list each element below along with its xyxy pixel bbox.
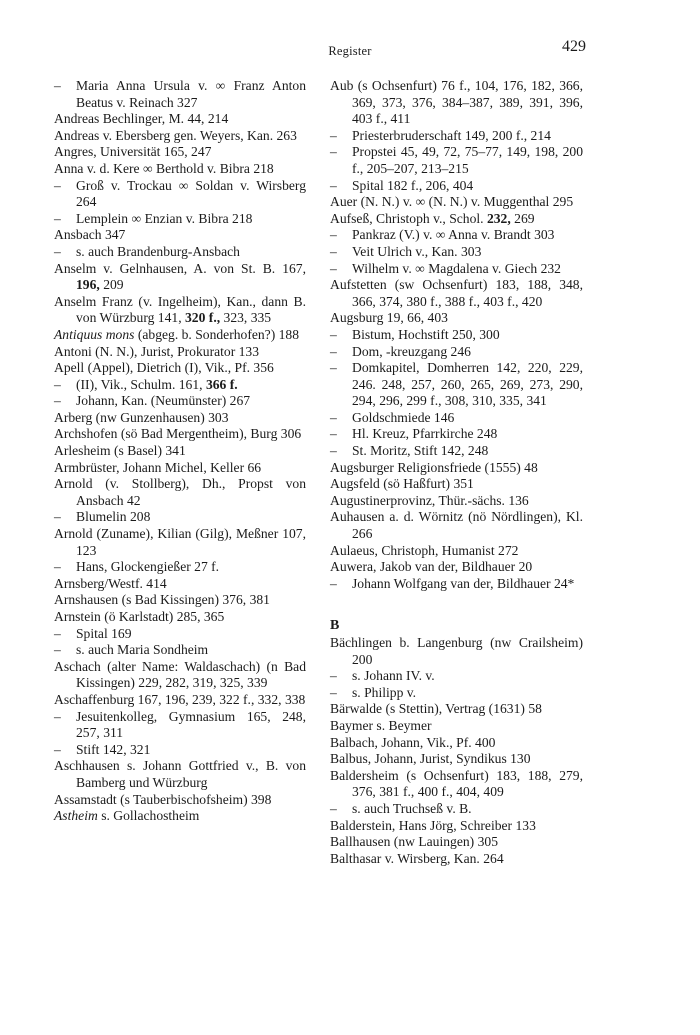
index-entry: Balthasar v. Wirsberg, Kan. 264 [330, 850, 504, 866]
subentry-dash: – [54, 509, 61, 525]
subentry-dash: – [330, 360, 337, 376]
subentry-dash: – [330, 426, 337, 442]
subentry-dash: – [54, 78, 61, 93]
index-subentry: – Spital 169 [54, 625, 132, 641]
index-subentry: – Stift 142, 321 [54, 741, 151, 757]
index-entry: Arnold (Zuname), Kilian (Gilg), Meßner 107, 123 [54, 526, 306, 558]
index-entry: Archshofen (sö Bad Mergentheim), Burg 306 [54, 426, 302, 442]
subentry-dash: – [54, 376, 61, 392]
subentry-dash: – [330, 144, 337, 160]
index-subentry: – Veit Ulrich v., Kan. 303 [330, 243, 482, 259]
index-subentry: – Spital 182 f., 206, 404 [330, 177, 474, 193]
index-entry: Armbrüster, Johann Michel, Keller 66 [54, 459, 262, 475]
index-subentry: – Priesterbruderschaft 149, 200 f., 214 [330, 127, 551, 143]
index-entry: Anselm Franz (v. Ingelheim), Kan., dann B. von Würzburg 141, 320 f., 323, 335 [54, 293, 306, 326]
index-entry: Auer (N. N.) v. ∞ (N. N.) v. Muggenthal 295 [330, 194, 574, 210]
index-entry: Aschaffenburg 167, 196, 239, 322 f., 332, 338 [54, 691, 306, 707]
index-entry: Astheim s. Gollachostheim [54, 808, 200, 824]
page-number: 429 [562, 38, 586, 55]
subentry-dash: – [54, 393, 61, 409]
index-subentry: – Groß v. Trockau ∞ Soldan v. Wirsberg 264 [54, 177, 306, 210]
index-entry: Assamstadt (s Tauberbischofsheim) 398 [54, 791, 272, 807]
subentry-dash: – [330, 668, 337, 684]
index-subentry: – s. auch Brandenburg-Ansbach [54, 243, 240, 259]
index-entry: Ansbach 347 [54, 227, 126, 243]
index-entry: Augsburger Religionsfriede (1555) 48 [330, 459, 538, 475]
subentry-dash: – [54, 625, 61, 641]
index-subentry: – s. Johann IV. v. [330, 668, 435, 684]
index-subentry: – Bistum, Hochstift 250, 300 [330, 326, 500, 342]
index-entry: Arnold (v. Stollberg), Dh., Propst von Ansbach 42 [54, 476, 306, 508]
index-entry: Baldersheim (s Ochsenfurt) 183, 188, 279, 376, 381 f., 400 f., 404, 409 [330, 767, 583, 800]
index-entry: Auwera, Jakob van der, Bildhauer 20 [330, 559, 533, 575]
index-subentry: – Goldschmiede 146 [330, 409, 455, 425]
subentry-dash: – [54, 243, 61, 259]
index-subentry: – Lemplein ∞ Enzian v. Bibra 218 [54, 210, 253, 226]
index-entry: Bächlingen b. Langenburg (nw Crailsheim) 200 [330, 635, 583, 667]
index-subentry: – Hans, Glockengießer 27 f. [54, 559, 220, 575]
index-subentry: – Domkapitel, Domherren 142, 220, 229, 246. 248, 257, 260, 265, 269, 273, 290, 294, 296, 299 f., 308, 310, 335, 341 [330, 360, 583, 409]
subentry-dash: – [54, 741, 61, 757]
index-entry: Bärwalde (s Stettin), Vertrag (1631) 58 [330, 701, 542, 717]
running-title: Register [328, 44, 372, 58]
index-entry: Arnsberg/Westf. 414 [54, 575, 167, 591]
index-subentry: – Propstei 45, 49, 72, 75–77, 149, 198, 200 f., 205–207, 213–215 [330, 144, 583, 176]
index-section-letter: B [330, 618, 340, 634]
index-entry: Antoni (N. N.), Jurist, Prokurator 133 [54, 343, 260, 359]
index-entry: Aschach (alter Name: Waldaschach) (n Bad Kissingen) 229, 282, 319, 325, 339 [54, 658, 306, 691]
subentry-dash: – [54, 559, 61, 575]
index-entry: Angres, Universität 165, 247 [54, 144, 212, 160]
index-entry: Arnshausen (s Bad Kissingen) 376, 381 [54, 592, 270, 608]
index-entry: Balderstein, Hans Jörg, Schreiber 133 [330, 817, 536, 833]
index-entry: Aschhausen s. Johann Gottfried v., B. von Bamberg und Würzburg [54, 758, 306, 790]
index-subentry: – Johann Wolfgang van der, Bildhauer 24* [330, 575, 575, 591]
index-entry: Baymer s. Beymer [330, 717, 432, 733]
index-subentry: – St. Moritz, Stift 142, 248 [330, 443, 489, 459]
index-subentry: – Maria Anna Ursula v. ∞ Franz Anton Beatus v. Reinach 327 [54, 78, 306, 110]
index-entry: Arnstein (ö Karlstadt) 285, 365 [54, 609, 225, 624]
index-subentry: – s. Philipp v. [330, 684, 417, 700]
index-subentry: – Johann, Kan. (Neumünster) 267 [54, 393, 251, 409]
index-entry: Ballhausen (nw Lauingen) 305 [330, 834, 498, 850]
index-subentry: – (II), Vik., Schulm. 161, 366 f. [54, 376, 238, 392]
index-entry: Aufseß, Christoph v., Schol. 232, 269 [330, 210, 535, 226]
index-entry: Balbach, Johann, Vik., Pf. 400 [330, 734, 496, 750]
subentry-dash: – [54, 642, 61, 658]
index-entry: Anna v. d. Kere ∞ Berthold v. Bibra 218 [54, 160, 274, 176]
index-column-right [330, 78, 583, 867]
subentry-dash: – [330, 177, 337, 193]
index-entry: Andreas Bechlinger, M. 44, 214 [54, 111, 229, 127]
subentry-dash: – [330, 227, 337, 243]
subentry-dash: – [54, 210, 61, 226]
index-entry: Auhausen a. d. Wörnitz (nö Nördlingen), Kl. 266 [330, 509, 583, 542]
index-entry: Augsfeld (sö Haßfurt) 351 [330, 476, 474, 492]
subentry-dash: – [330, 326, 337, 342]
index-subentry: – Pankraz (V.) v. ∞ Anna v. Brandt 303 [330, 227, 555, 243]
index-entry: Balbus, Johann, Jurist, Syndikus 130 [330, 751, 531, 767]
subentry-dash: – [330, 443, 337, 459]
index-subentry: – Wilhelm v. ∞ Magdalena v. Giech 232 [330, 260, 561, 276]
index-subentry: – s. auch Maria Sondheim [54, 642, 209, 658]
subentry-dash: – [330, 343, 337, 359]
index-entry: Antiquus mons (abgeg. b. Sonderhofen?) 188 [54, 326, 300, 342]
index-subentry: – Jesuitenkolleg, Gymnasium 165, 248, 257, 311 [54, 708, 306, 741]
page-header [0, 36, 700, 66]
index-column-left [54, 78, 306, 825]
index-entry: Aub (s Ochsenfurt) 76 f., 104, 176, 182, 366, 369, 373, 376, 384–387, 389, 391, 396, 403 f., 411 [330, 78, 583, 127]
subentry-dash: – [330, 684, 337, 700]
index-subentry: – s. auch Truchseß v. B. [330, 800, 472, 816]
index-entry: Arberg (nw Gunzenhausen) 303 [54, 409, 229, 425]
subentry-dash: – [54, 708, 61, 724]
index-entry: Aulaeus, Christoph, Humanist 272 [330, 542, 519, 558]
index-subentry: – Blumelin 208 [54, 509, 151, 525]
subentry-dash: – [330, 127, 337, 143]
index-entry: Apell (Appel), Dietrich (I), Vik., Pf. 356 [54, 360, 274, 376]
subentry-dash: – [330, 243, 337, 259]
subentry-dash: – [330, 575, 337, 591]
index-entry: Anselm v. Gelnhausen, A. von St. B. 167, 196, 209 [54, 260, 306, 293]
index-subentry: – Dom, -kreuzgang 246 [330, 343, 471, 359]
index-entry: Augsburg 19, 66, 403 [330, 310, 448, 326]
index-entry: Andreas v. Ebersberg gen. Weyers, Kan. 263 [54, 127, 297, 143]
subentry-dash: – [330, 800, 337, 816]
index-subentry: – Hl. Kreuz, Pfarrkirche 248 [330, 426, 498, 442]
index-entry: Augustinerprovinz, Thür.-sächs. 136 [330, 492, 529, 508]
subentry-dash: – [54, 177, 61, 193]
subentry-dash: – [330, 409, 337, 425]
index-entry: Aufstetten (sw Ochsenfurt) 183, 188, 348, 366, 374, 380 f., 388 f., 403 f., 420 [330, 277, 583, 309]
subentry-dash: – [330, 260, 337, 276]
index-entry: Arlesheim (s Basel) 341 [54, 443, 186, 459]
